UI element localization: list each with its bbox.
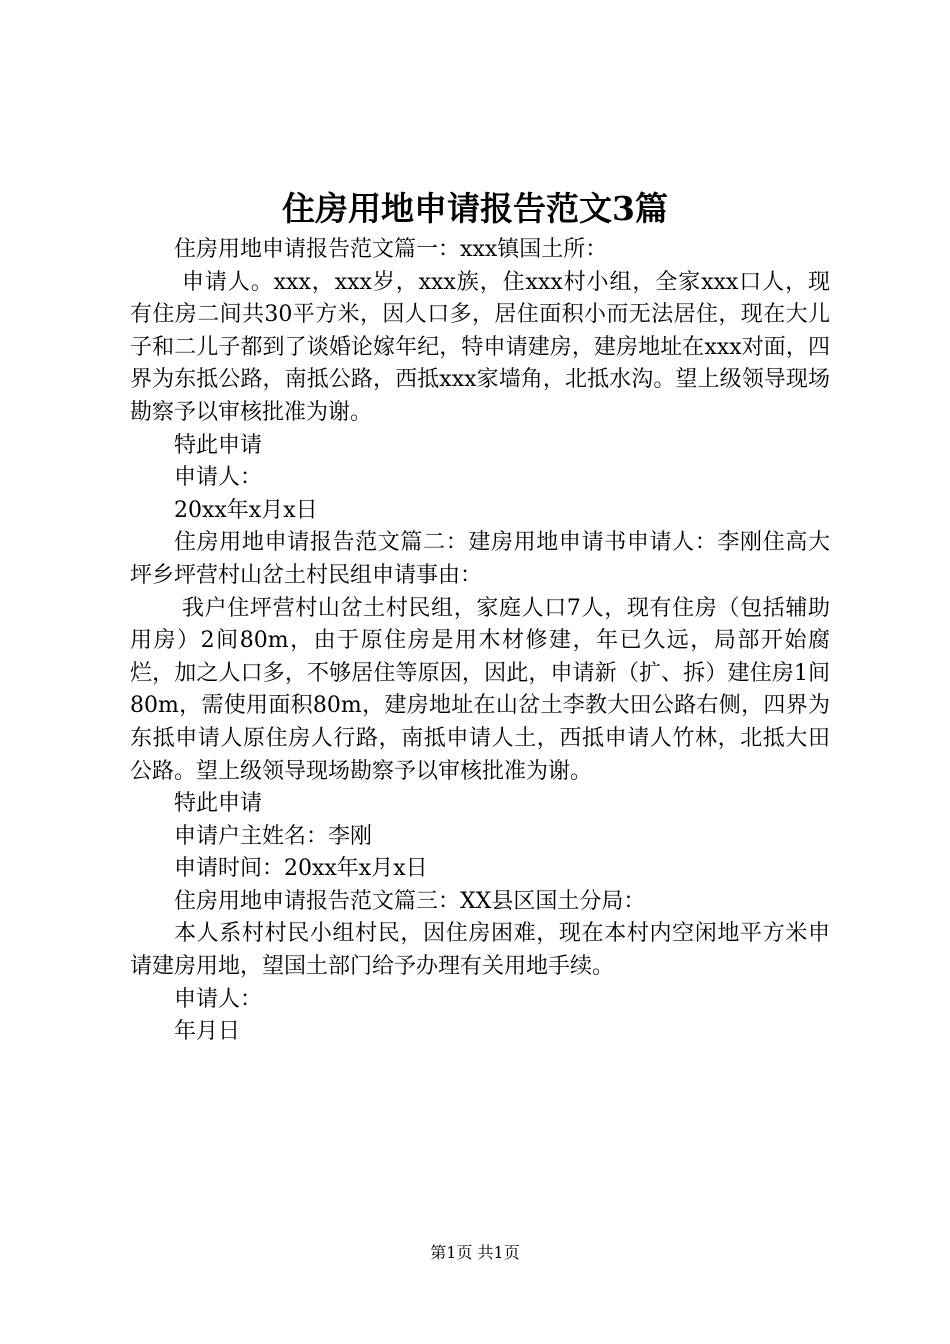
paragraph-applicant: 申请人：	[174, 465, 263, 491]
paragraph-section-1-heading: 住房用地申请报告范文篇一：xxx镇国土所：	[174, 237, 608, 262]
paragraph-section-2-heading: 住房用地申请报告范文篇二：建房用地申请书申请人：李刚住高大坪乡坪营村山岔土村民组申请事由：	[130, 530, 830, 588]
paragraph-section-1-body: 申请人。xxx，xxx岁，xxx族，住xxx村小组，全家xxx口人，现有住房二间共30平方米，因人口多，居住面积小而无法居住，现在大儿子和二儿子都到了谈婚论嫁年纪，特申请建房，建房地址在xxx对面，四界为东抵公路，南抵公路，西抵xxx家墙角，北抵水沟。望上级领导现场勘察予以审核批准为谢。	[130, 269, 830, 425]
paragraph-closing: 特此申请	[174, 432, 263, 458]
paragraph-applicant-name: 申请户主姓名：李刚	[174, 823, 373, 849]
paragraph-section-2-body: 我户住坪营村山岔土村民组，家庭人口7人，现有住房（包括辅助用房）2间80m，由于原住房是用木材修建，年已久远，局部开始腐烂，加之人口多，不够居住等原因，因此，申请新（扩、拆）建住房1间80m，需使用面积80m，建房地址在山岔土李教大田公路右侧，四界为东抵申请人原住房人行路，南抵申请人土，西抵申请人竹林，北抵大田公路。望上级领导现场勘察予以审核批准为谢。	[130, 595, 830, 784]
paragraph-date: 年月日	[174, 1019, 241, 1045]
page-footer: 第1页 共1页	[430, 1243, 520, 1262]
paragraph-closing: 特此申请	[174, 791, 263, 817]
paragraph-application-date: 申请时间：20xx年x月x日	[174, 856, 428, 882]
paragraph-applicant: 申请人：	[174, 986, 263, 1012]
paragraph-date: 20xx年x月x日	[174, 497, 318, 523]
document-title: 住房用地申请报告范文3篇	[282, 189, 668, 228]
document-body	[130, 234, 830, 1049]
paragraph-section-3-body: 本人系村村民小组村民，因住房困难，现在本村内空闲地平方米申请建房用地，望国土部门给予办理有关用地手续。	[130, 921, 830, 980]
paragraph-section-3-heading: 住房用地申请报告范文篇三：XX县区国土分局：	[174, 888, 646, 914]
